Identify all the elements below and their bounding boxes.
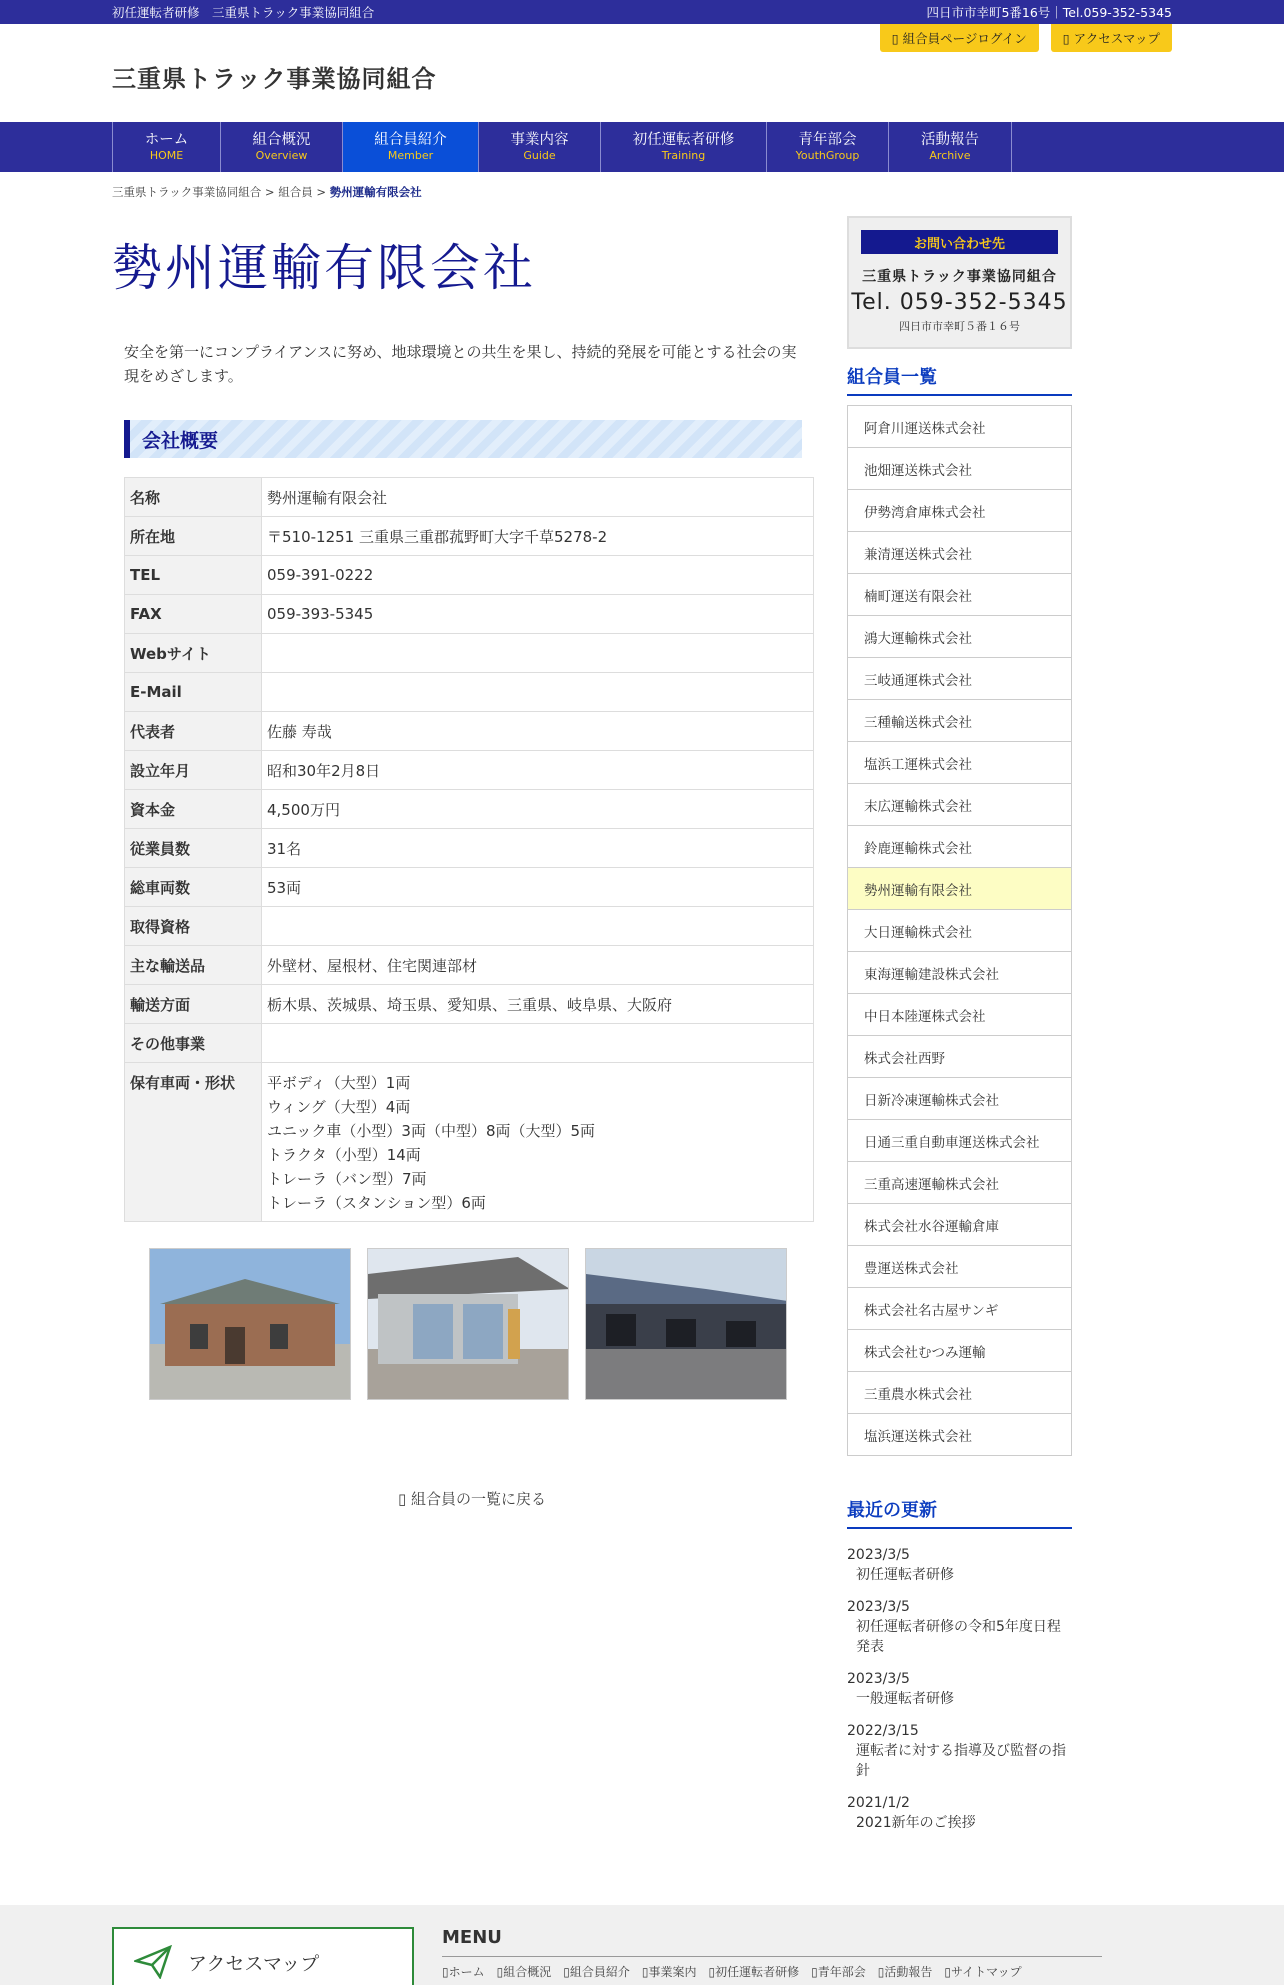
footer-menu-label: 事業案内 <box>648 1965 697 1979</box>
table-row <box>125 829 814 868</box>
member-list-item[interactable]: 楠町運送有限会社 <box>847 573 1072 616</box>
access-map-label: アクセスマップ <box>1073 31 1160 46</box>
row-value: 外壁材、屋根材、住宅関連部材 <box>262 946 814 985</box>
member-list-item[interactable]: 池畑運送株式会社 <box>847 447 1072 490</box>
row-value: 4,500万円 <box>262 790 814 829</box>
footer-menu-link[interactable]: ▯組合概況 <box>496 1965 552 1979</box>
member-list-item[interactable]: 株式会社むつみ運輸 <box>847 1329 1072 1372</box>
footer-menu-link[interactable]: ▯青年部会 <box>811 1965 866 1979</box>
table-row <box>125 556 814 595</box>
table-row <box>125 790 814 829</box>
row-value: 31名 <box>262 829 814 868</box>
warehouse-photo[interactable] <box>367 1248 569 1400</box>
table-row <box>125 985 814 1024</box>
row-key: E-Mail <box>125 673 262 712</box>
vehicle-line: ユニック車（小型）3両（中型）8両（大型）5両 <box>267 1122 596 1140</box>
nav-item[interactable] <box>478 122 600 172</box>
vehicle-line: トラクタ（小型）14両 <box>267 1146 421 1164</box>
footer-menu-link[interactable]: ▯ホーム <box>442 1965 485 1979</box>
footer-menu-label: 青年部会 <box>817 1965 866 1979</box>
row-key: 代表者 <box>125 712 262 751</box>
page-title: 勢州運輸有限会社 <box>112 239 536 297</box>
nav-item-sublabel: Member <box>387 149 434 162</box>
footer-menu-label: サイトマップ <box>950 1965 1022 1979</box>
update-date: 2021/1/2 <box>847 1795 910 1811</box>
footer-menu-label: 初任運転者研修 <box>715 1965 800 1979</box>
member-list-item[interactable]: 三種輸送株式会社 <box>847 699 1072 742</box>
row-key: 主な輸送品 <box>125 946 262 985</box>
update-item[interactable] <box>847 1669 1072 1709</box>
nav-item-sublabel: Archive <box>929 149 971 162</box>
member-list-item[interactable]: 三重高速運輸株式会社 <box>847 1161 1072 1204</box>
site-title[interactable]: 三重県トラック事業協同組合 <box>112 65 437 93</box>
member-list-item[interactable]: 末広運輸株式会社 <box>847 783 1072 826</box>
row-key: 従業員数 <box>125 829 262 868</box>
row-value: 059-391-0222 <box>262 556 814 595</box>
nav-item-label: 組合概況 <box>252 132 311 148</box>
table-row <box>125 907 814 946</box>
member-list-item[interactable]: 伊勢湾倉庫株式会社 <box>847 489 1072 532</box>
member-list-item[interactable]: 中日本陸運株式会社 <box>847 993 1072 1036</box>
table-row <box>125 673 814 712</box>
row-value <box>262 1024 814 1063</box>
vehicle-line: ウィング（大型）4両 <box>267 1098 411 1116</box>
top-bar-contact: 四日市市幸町5番16号｜Tel.059-352-5345 <box>926 5 1172 20</box>
nav-item-label: 活動報告 <box>921 132 979 148</box>
back-link-label: 組合員の一覧に戻る <box>411 1490 547 1508</box>
row-value <box>262 634 814 673</box>
member-list-item[interactable]: 鈴鹿運輸株式会社 <box>847 825 1072 868</box>
company-info-table <box>124 477 814 1222</box>
nav-item-label: ホーム <box>144 132 189 148</box>
member-list-item[interactable]: 豊運送株式会社 <box>847 1245 1072 1288</box>
contact-org: 三重県トラック事業協同組合 <box>862 269 1057 285</box>
footer-menu-label: 活動報告 <box>884 1965 933 1979</box>
member-list-item[interactable]: 阿倉川運送株式会社 <box>847 405 1072 448</box>
nav-item-label: 事業内容 <box>510 132 569 148</box>
paper-plane-icon <box>134 1945 172 1979</box>
table-row <box>125 1024 814 1063</box>
nav-item[interactable] <box>342 122 478 172</box>
access-map-button[interactable] <box>1051 24 1172 52</box>
vehicle-shed-photo[interactable] <box>585 1248 787 1400</box>
member-list-item[interactable]: 日通三重自動車運送株式会社 <box>847 1119 1072 1162</box>
footer-menu-link[interactable]: ▯組合員紹介 <box>563 1965 630 1979</box>
table-row <box>125 634 814 673</box>
update-item[interactable] <box>847 1793 1072 1833</box>
update-date: 2023/3/5 <box>847 1671 910 1687</box>
nav-item-sublabel: Guide <box>523 149 556 162</box>
row-value: 栃木県、茨城県、埼玉県、愛知県、三重県、岐阜県、大阪府 <box>262 985 814 1024</box>
nav-item-sublabel: Overview <box>255 149 308 162</box>
vehicle-line: トレーラ（バン型）7両 <box>267 1170 427 1188</box>
nav-item[interactable] <box>766 122 888 172</box>
footer-menu-heading: MENU <box>442 1927 1102 1957</box>
nav-item-label: 組合員紹介 <box>374 132 447 148</box>
member-list-item[interactable]: 株式会社名古屋サンギ <box>847 1287 1072 1330</box>
nav-item[interactable] <box>112 122 220 172</box>
contact-tel[interactable]: Tel. 059-352-5345 <box>851 290 1068 315</box>
contact-box <box>847 216 1072 349</box>
member-list-item[interactable]: 大日運輸株式会社 <box>847 909 1072 952</box>
contact-heading: お問い合わせ先 <box>861 230 1058 254</box>
table-row <box>125 946 814 985</box>
footer-access-label: アクセスマップ <box>188 1952 320 1975</box>
nav-item[interactable] <box>600 122 766 172</box>
section-heading: 会社概要 <box>124 420 802 458</box>
update-item[interactable] <box>847 1721 1072 1781</box>
office-photo[interactable] <box>149 1248 351 1400</box>
top-bar-left: 初任運転者研修 三重県トラック事業協同組合 <box>112 5 375 20</box>
table-row <box>125 751 814 790</box>
member-list-item[interactable]: 株式会社水谷運輸倉庫 <box>847 1203 1072 1246</box>
nav-item[interactable] <box>888 122 1012 172</box>
update-date: 2023/3/5 <box>847 1599 910 1615</box>
update-title[interactable]: 2021新年のご挨拶 <box>856 1815 976 1831</box>
row-value: 佐藤 寿哉 <box>262 712 814 751</box>
row-value: 53両 <box>262 868 814 907</box>
arrow-left-icon: ▯ <box>397 1490 411 1508</box>
update-title[interactable]: 運転者に対する指導及び監督の指針 <box>856 1743 1066 1779</box>
update-item[interactable] <box>847 1597 1072 1657</box>
lock-icon: ▯ <box>891 30 899 46</box>
footer-menu-label: 組合概況 <box>503 1965 552 1979</box>
updates-heading: 最近の更新 <box>847 1496 1072 1529</box>
row-key: 保有車両・形状 <box>125 1063 262 1222</box>
header <box>0 24 1284 122</box>
vehicle-line: 平ボディ（大型）1両 <box>267 1074 411 1092</box>
update-title[interactable]: 初任運転者研修 <box>856 1567 954 1583</box>
breadcrumb-current: 勢州運輸有限会社 <box>329 185 422 199</box>
row-key: FAX <box>125 595 262 634</box>
breadcrumb-separator: > <box>261 185 279 199</box>
row-key: Webサイト <box>125 634 262 673</box>
member-list <box>847 405 1072 1456</box>
table-row <box>125 868 814 907</box>
member-list-item[interactable]: 三重農水株式会社 <box>847 1371 1072 1414</box>
nav-item-sublabel: YouthGroup <box>795 149 860 162</box>
map-icon: ▯ <box>1062 30 1070 46</box>
member-login-button[interactable] <box>880 24 1039 52</box>
nav-item[interactable] <box>220 122 342 172</box>
row-key: 資本金 <box>125 790 262 829</box>
member-list-item[interactable]: 株式会社西野 <box>847 1035 1072 1078</box>
row-value <box>262 673 814 712</box>
member-list-item[interactable]: 三岐通運株式会社 <box>847 657 1072 700</box>
row-key: 所在地 <box>125 517 262 556</box>
footer-menu <box>442 1927 1102 1980</box>
footer <box>0 1905 1284 1985</box>
member-list-item[interactable]: 勢州運輸有限会社 <box>847 867 1072 910</box>
update-date: 2022/3/15 <box>847 1723 919 1739</box>
row-key: 輸送方面 <box>125 985 262 1024</box>
row-value: 〒510-1251 三重県三重郡菰野町大字千草5278-2 <box>262 517 814 556</box>
nav-item-sublabel: HOME <box>149 149 184 162</box>
footer-menu-link[interactable]: ▯サイトマップ <box>944 1965 1022 1979</box>
member-list-item[interactable]: 兼清運送株式会社 <box>847 531 1072 574</box>
table-row <box>125 1063 814 1222</box>
global-nav <box>0 122 1284 172</box>
footer-access-map-button[interactable] <box>112 1927 414 1985</box>
breadcrumb-home[interactable]: 三重県トラック事業協同組合 <box>112 185 262 199</box>
breadcrumb-parent[interactable]: 組合員 <box>278 185 313 199</box>
member-list-item[interactable]: 日新冷凍運輸株式会社 <box>847 1077 1072 1120</box>
update-title[interactable]: 一般運転者研修 <box>856 1691 954 1707</box>
breadcrumb <box>112 172 1172 216</box>
table-row <box>125 478 814 517</box>
update-title[interactable]: 初任運転者研修の令和5年度日程発表 <box>856 1619 1061 1655</box>
update-date: 2023/3/5 <box>847 1547 910 1563</box>
footer-menu-link[interactable]: ▯初任運転者研修 <box>708 1965 800 1979</box>
footer-menu-link[interactable]: ▯活動報告 <box>877 1965 933 1979</box>
table-row <box>125 517 814 556</box>
footer-menu-label: 組合員紹介 <box>569 1965 630 1979</box>
photo-gallery <box>149 1248 814 1400</box>
row-value: 勢州運輸有限会社 <box>262 478 814 517</box>
footer-menu-link[interactable]: ▯事業案内 <box>641 1965 697 1979</box>
row-value <box>262 907 814 946</box>
footer-menu-label: ホーム <box>448 1965 485 1979</box>
contact-address: 四日市市幸町５番１６号 <box>899 320 1020 333</box>
breadcrumb-separator: > <box>312 185 330 199</box>
row-key: 名称 <box>125 478 262 517</box>
member-list-item[interactable]: 鴻大運輸株式会社 <box>847 615 1072 658</box>
sidebar <box>847 216 1072 1845</box>
row-key: 設立年月 <box>125 751 262 790</box>
row-key: 総車両数 <box>125 868 262 907</box>
row-key: その他事業 <box>125 1024 262 1063</box>
member-login-label: 組合員ページログイン <box>902 31 1027 46</box>
nav-item-label: 初任運転者研修 <box>632 132 735 148</box>
main-content <box>112 216 814 1509</box>
company-intro: 安全を第一にコンプライアンスに努め、地球環境との共生を果し、持続的発展を可能とする社会の実現をめざします。 <box>124 343 797 385</box>
row-value: 昭和30年2月8日 <box>262 751 814 790</box>
table-row <box>125 595 814 634</box>
vehicle-line: トレーラ（スタンション型）6両 <box>267 1194 486 1212</box>
members-heading: 組合員一覧 <box>847 363 1072 396</box>
member-list-item[interactable]: 塩浜運送株式会社 <box>847 1413 1072 1456</box>
row-key: TEL <box>125 556 262 595</box>
top-bar <box>0 0 1284 24</box>
nav-item-label: 青年部会 <box>798 132 857 148</box>
update-item[interactable] <box>847 1545 1072 1585</box>
table-row <box>125 712 814 751</box>
back-to-members-link[interactable] <box>112 1488 832 1509</box>
member-list-item[interactable]: 塩浜工運株式会社 <box>847 741 1072 784</box>
row-key: 取得資格 <box>125 907 262 946</box>
nav-item-sublabel: Training <box>661 149 706 162</box>
row-value <box>262 1063 814 1222</box>
member-list-item[interactable]: 東海運輸建設株式会社 <box>847 951 1072 994</box>
updates-list <box>847 1545 1072 1833</box>
row-value: 059-393-5345 <box>262 595 814 634</box>
